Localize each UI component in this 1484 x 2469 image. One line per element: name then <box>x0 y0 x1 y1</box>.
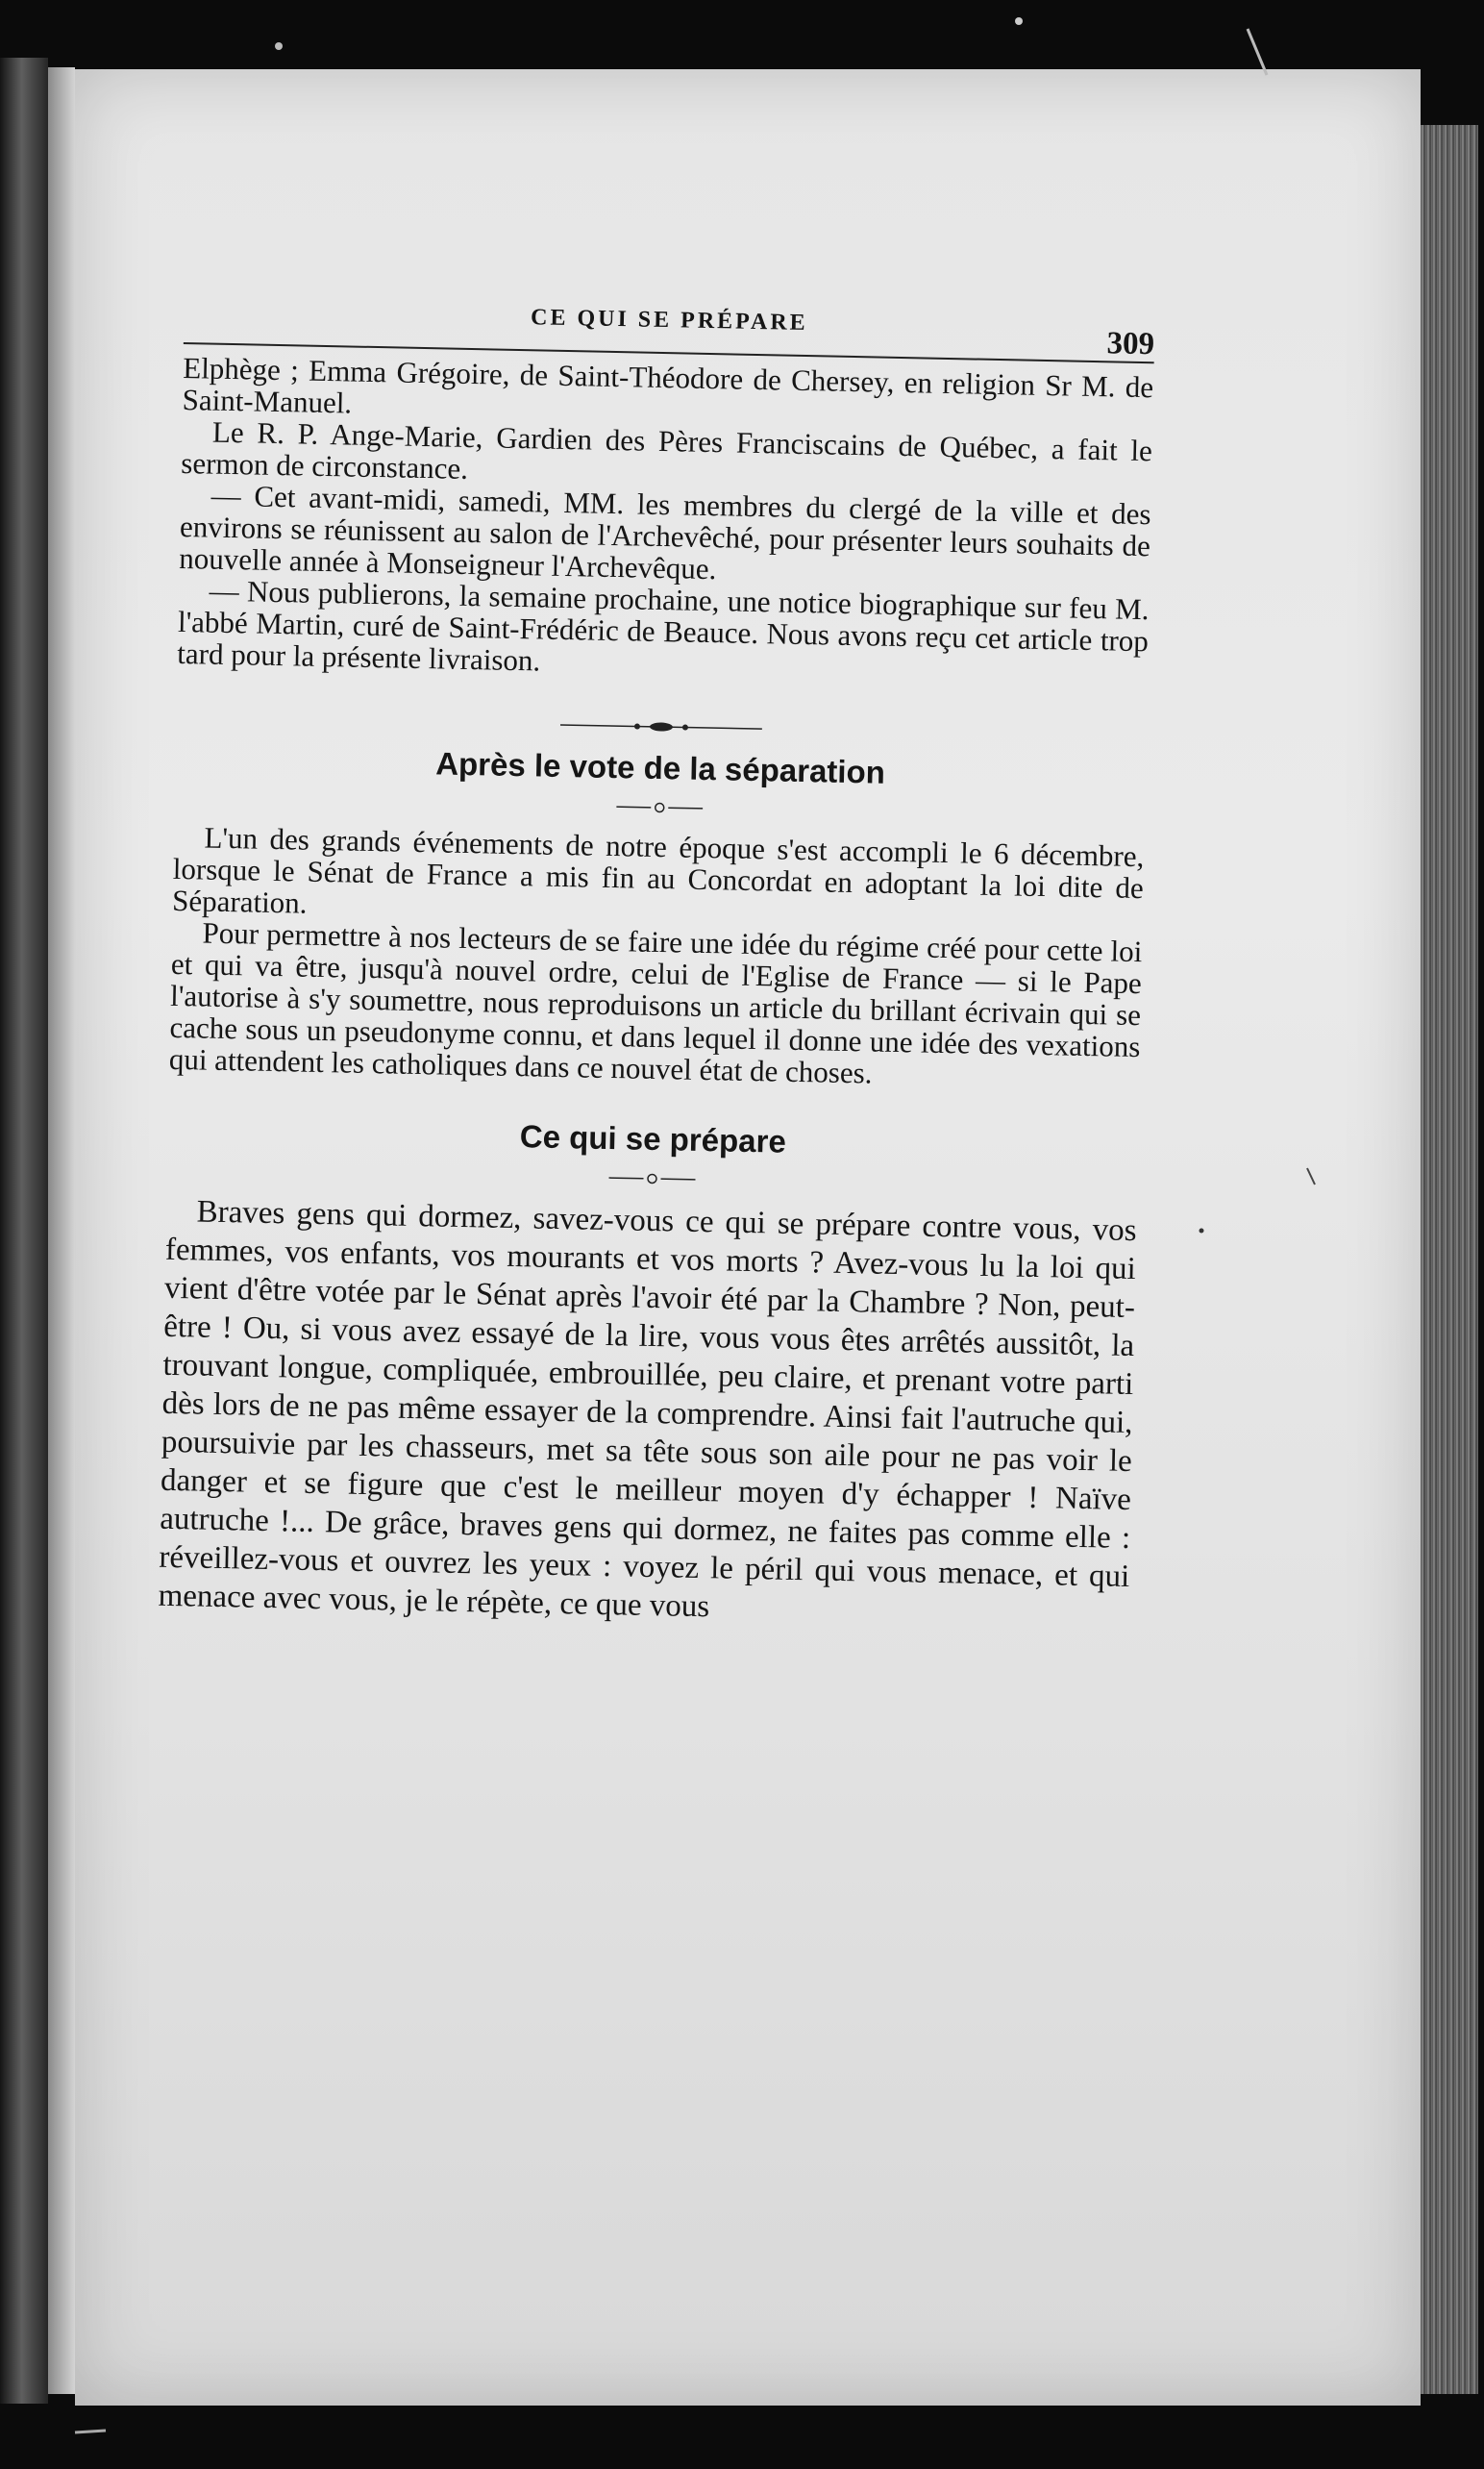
article-paragraph: Braves gens qui dormez, savez-vous ce qui se prépare contre vous, vos femmes, vos enfants, vos mourants et vos morts ? Avez-vous lu la loi qui vient d'être votée par le Sénat après l'avoir été par la Chambre ? Non, peut-être ! Ou, si vous avez essayé de la lire, vous vous êtes arrêtés aussitôt, la trouvant longue, compliquée, embrouillée, peu claire, et prenant votre parti dès lors de ne pas même essayer de la comprendre. Ainsi fait l'autruche qui, poursuivie par les chasseurs, met sa tête sous son aile pour ne pas voir le danger et se figure que c'est le meilleur moyen d'y échapper ! Naïve autruche !... De grâce, braves gens qui dormez, ne faites pas comme elle : réveillez-vous et ouvrez les yeux : voyez le péril qui vous menace, et qui menace avec vous, je le répète, ce que vous <box>158 1194 1137 1625</box>
section-text <box>169 821 1145 1094</box>
left-page-edge <box>0 58 48 2404</box>
page-number: 309 <box>1106 326 1155 362</box>
article-text <box>158 1192 1137 1634</box>
intro-paragraph: Le R. P. Ange-Marie, Gardien des Pères Franciscains de Québec, a fait le sermon de circonstance. <box>181 414 1153 486</box>
page-content <box>158 288 1154 1634</box>
intro-text <box>177 352 1153 688</box>
intro-paragraph: — Cet avant-midi, samedi, MM. les membres du clergé de la ville et des environs se réunissent au salon de l'Archevêché, pour présenter leurs souhaits de nouvelle année à Monseigneur l'Archevêque. <box>179 478 1151 586</box>
article-title: Ce qui se prépare <box>519 1118 787 1160</box>
page-edges <box>1421 125 1478 2394</box>
intro-paragraph: Elphège ; Emma Grégoire, de Saint-Théodore de Chersey, en religion Sr M. de Saint-Manuel. <box>182 350 1154 420</box>
intro-paragraph: — Nous publierons, la semaine prochaine, une notice biographique sur feu M. l'abbé Martin, curé de Saint-Frédéric de Beauce. Nous avons reçu cet article trop tard pour la présente livraison. <box>177 573 1150 678</box>
section-title: Après le vote de la séparation <box>434 745 886 790</box>
section-paragraph: Pour permettre à nos lecteurs de se faire une idée du régime créé pour cette loi et qui va être, jusqu'à nouvel ordre, celui de l'Eglise de France — si le Pape l'autorise à s'y soumettre, nous reproduisons un article du brillant écrivain qui se cache sous un pseudonyme connu, et dans lequel il donne une idée des vexations qui attendent les catholiques dans ce nouvel état de choses. <box>168 915 1143 1090</box>
running-title: CE QUI SE PRÉPARE <box>530 305 808 337</box>
section-paragraph: L'un des grands événements de notre époque s'est accompli le 6 décembre, lorsque le Sénat de France a mis fin au Concordat en adoptant la loi dite de Séparation. <box>171 820 1145 920</box>
left-page-sliver <box>48 67 75 2394</box>
